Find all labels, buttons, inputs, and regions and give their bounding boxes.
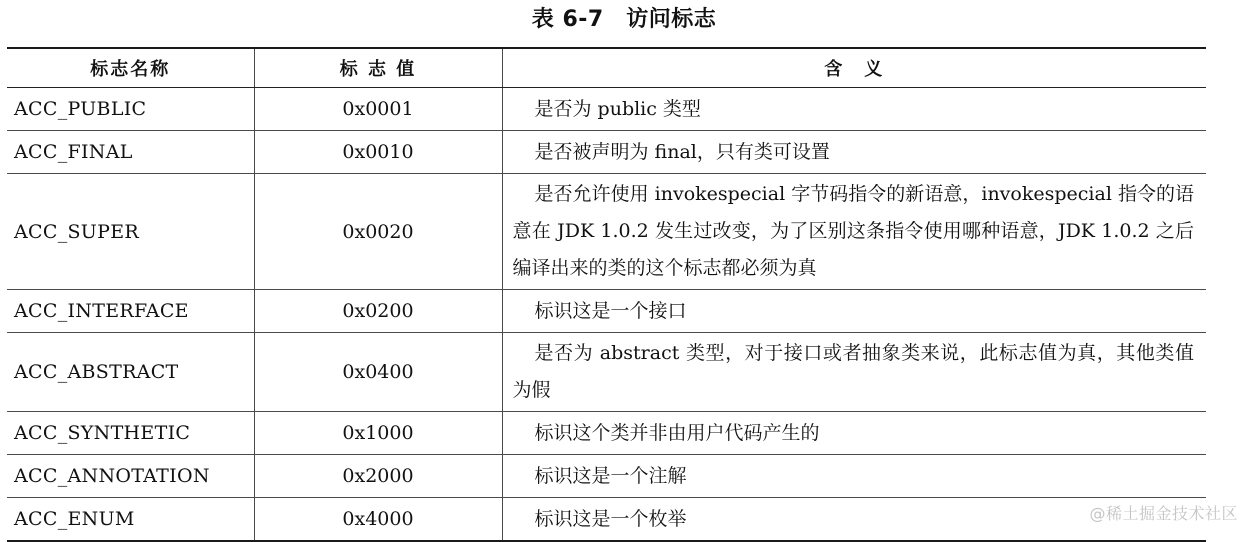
flag-name-cell: ACC_SUPER [7,174,254,290]
header-flag-name: 标志名称 [7,48,254,88]
flag-value-cell: 0x0020 [254,174,502,290]
table-row [7,498,1206,542]
access-flags-table [7,47,1206,542]
flag-value-cell: 0x2000 [254,455,502,498]
flag-value-cell: 0x0001 [254,88,502,131]
flag-meaning-text: 是否为 abstract 类型，对于接口或者抽象类来说，此标志值为真，其他类值为假 [512,342,1194,401]
flag-meaning-text: 是否允许使用 invokespecial 字节码指令的新语意，invokespecial 指令的语意在 JDK 1.0.2 发生过改变，为了区别这条指令使用哪种语意，JDK 1.0.2 之后编译出来的类的这个标志都必须为真 [512,183,1194,279]
flag-value-cell: 0x1000 [254,412,502,455]
flag-meaning-text: 是否被声明为 final，只有类可设置 [534,140,830,163]
flag-name-cell: ACC_ENUM [7,498,254,542]
table-row [7,88,1206,131]
flag-meaning-text: 标识这是一个注解 [534,464,687,487]
flag-meaning-text: 标识这是一个枚举 [534,507,687,530]
flag-meaning-cell [502,412,1206,455]
flag-meaning-text: 标识这个类并非由用户代码产生的 [534,421,820,444]
table-row [7,412,1206,455]
flag-meaning-text: 是否为 public 类型 [534,97,701,120]
flag-meaning-cell [502,455,1206,498]
flag-meaning-cell [502,290,1206,333]
table-row [7,290,1206,333]
table-row [7,333,1206,412]
table-header-row [7,48,1206,88]
flag-meaning-cell [502,131,1206,174]
flag-name-cell: ACC_PUBLIC [7,88,254,131]
flag-name-cell: ACC_ANNOTATION [7,455,254,498]
flag-name-cell: ACC_ABSTRACT [7,333,254,412]
flag-meaning-text: 标识这是一个接口 [534,299,687,322]
flag-name-cell: ACC_FINAL [7,131,254,174]
flag-meaning-cell [502,174,1206,290]
flag-name-cell: ACC_SYNTHETIC [7,412,254,455]
flag-meaning-cell [502,88,1206,131]
table-row [7,131,1206,174]
header-flag-value: 标 志 值 [254,48,502,88]
flag-name-cell: ACC_INTERFACE [7,290,254,333]
flag-value-cell: 0x0010 [254,131,502,174]
flag-value-cell: 0x0400 [254,333,502,412]
header-meaning: 含 义 [502,48,1206,88]
flag-value-cell: 0x4000 [254,498,502,542]
table-caption: 表 6-7 访问标志 [531,7,717,32]
table-row [7,455,1206,498]
watermark: @稀土掘金技术社区 [1089,504,1238,523]
table-row [7,174,1206,290]
flag-value-cell: 0x0200 [254,290,502,333]
flag-meaning-cell [502,333,1206,412]
